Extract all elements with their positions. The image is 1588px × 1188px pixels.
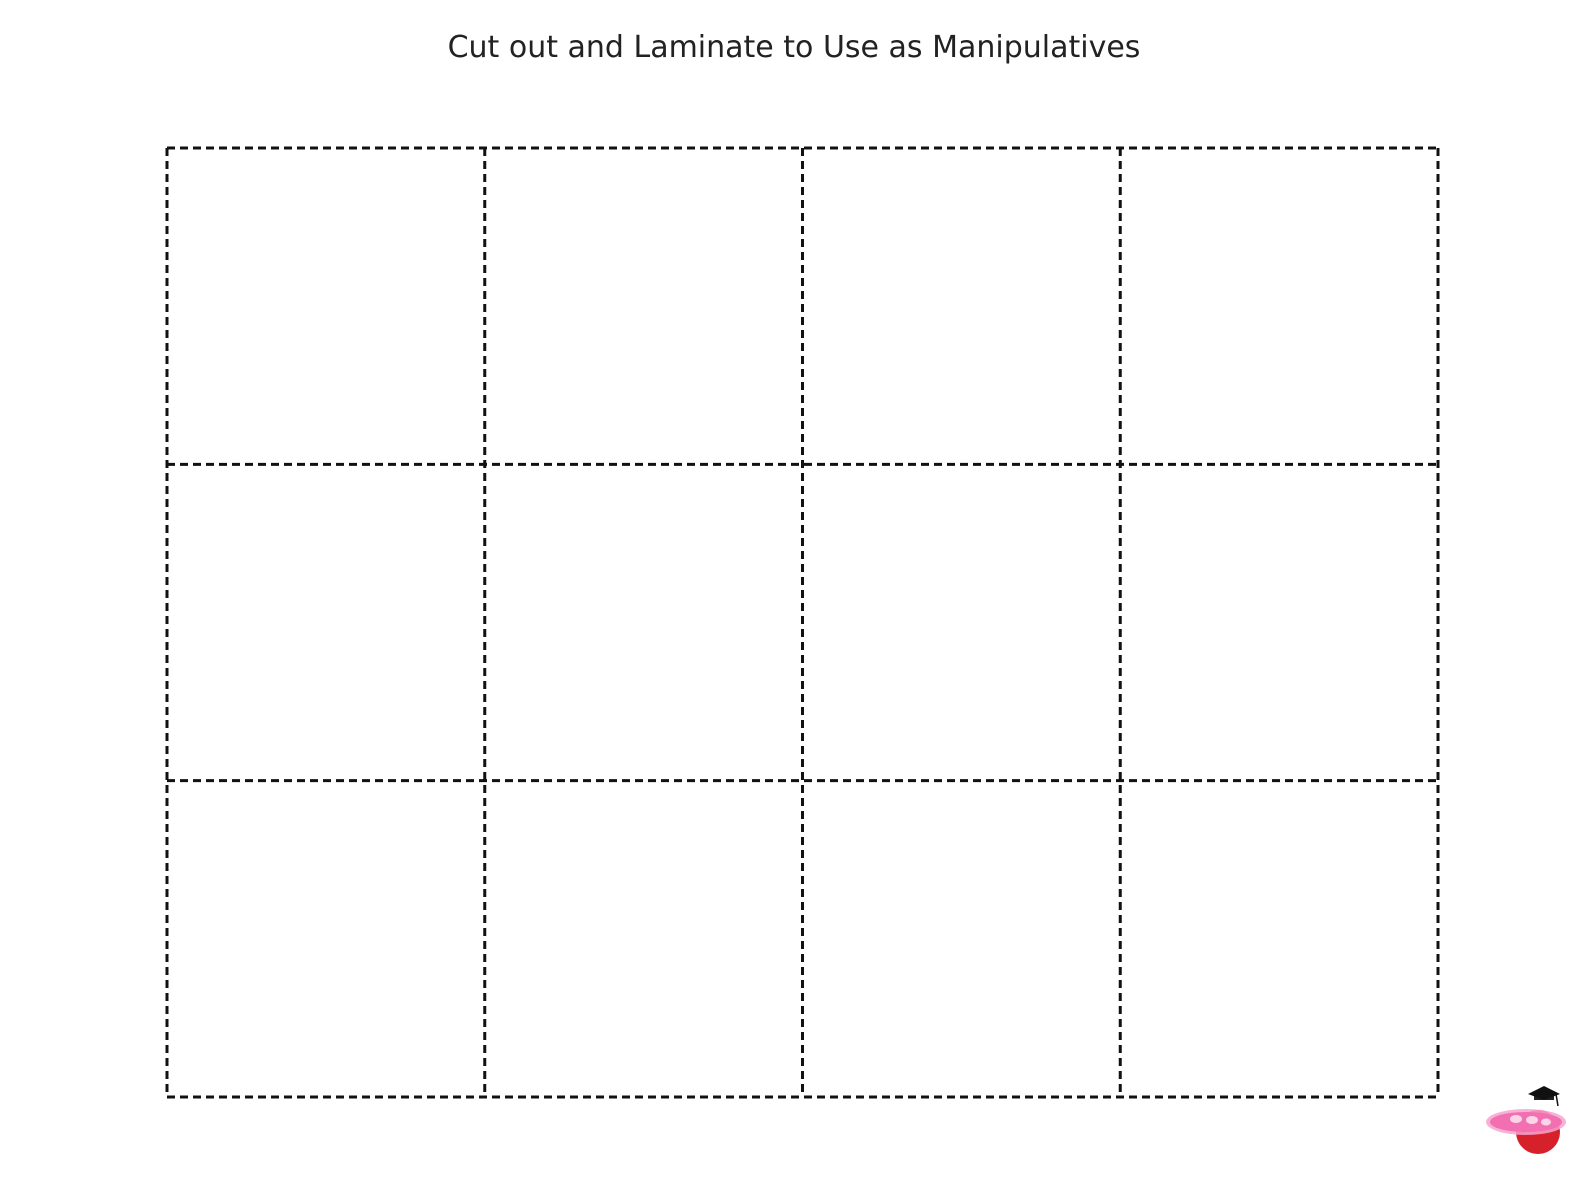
brand-logo [1482, 1082, 1578, 1162]
cut-out-grid [165, 146, 1440, 1099]
graduation-cap-mascot-icon [1482, 1082, 1578, 1162]
dashed-cut-lines [165, 146, 1440, 1099]
page-title: Cut out and Laminate to Use as Manipulatives [447, 30, 1141, 65]
